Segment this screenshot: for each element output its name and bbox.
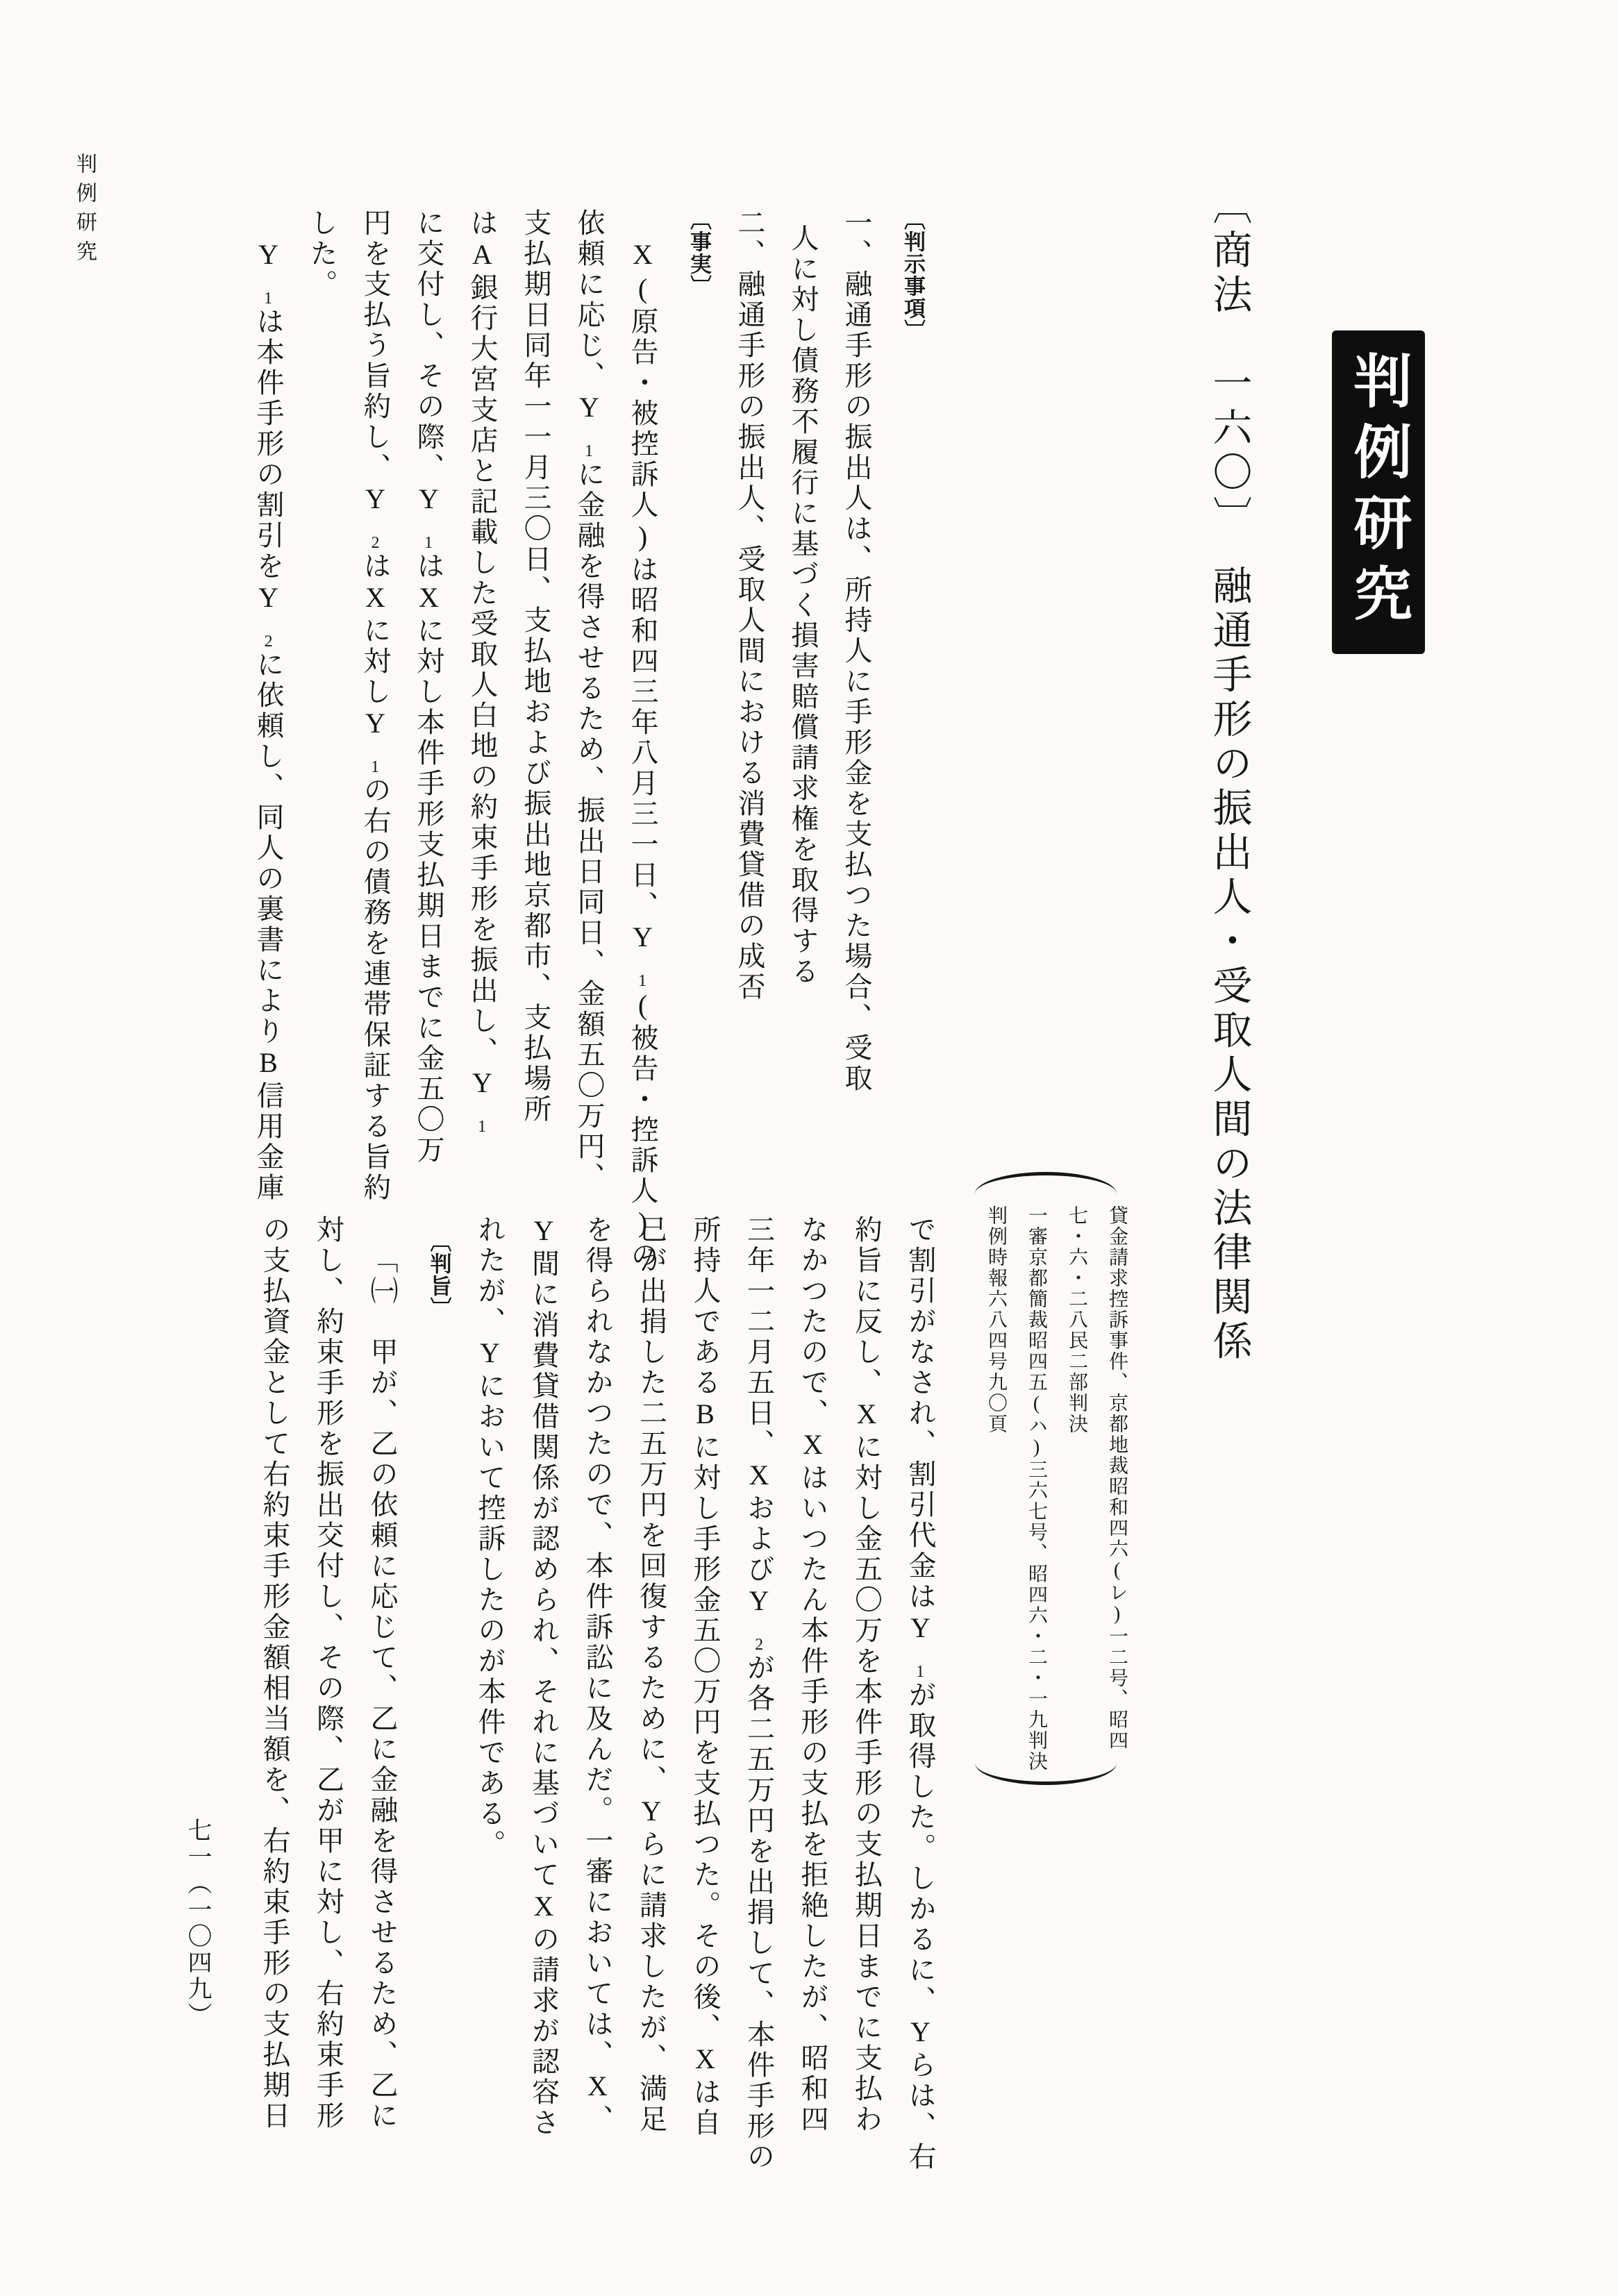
text-column: 一、融通手形の振出人は、所持人に手形金を支払つた場合、受取 <box>841 208 872 1094</box>
text-column: を得られなかつたので、本件訴訟に及んだ。一審においては、X、 <box>582 1215 613 2135</box>
text-column: 円を支払う旨約し、Y₂はXに対しY₁の右の債務を連帯保証する旨約 <box>360 208 391 1203</box>
text-column: 支払期日同年一一月三〇日、支払地および振出地京都市、支払場所 <box>520 208 551 1125</box>
text-column: 対し、約束手形を振出交付し、その際、乙が甲に対し、右約束手形 <box>312 1215 344 2131</box>
running-head: 判例研究 <box>73 153 96 269</box>
text-column: はA銀行大宮支店と記載した受取人白地の約束手形を振出し、Y₁ <box>467 208 498 1135</box>
case-citation <box>972 1172 1126 1786</box>
journal-section-banner-label: 判例研究 <box>1346 351 1411 634</box>
text-column: 〔判示事項〕 <box>901 208 925 342</box>
page-number: 七一（一〇四九） <box>185 1818 212 2029</box>
case-citation-column: 七・六・二八民二部判決 <box>1066 1205 1087 1434</box>
text-column: なかつたので、Xはいつたん本件手形の支払を拒絶したが、昭和四 <box>797 1215 828 2135</box>
text-column: 所持人であるBに対し手形金五〇万円を支払つた。その後、Xは自 <box>690 1215 721 2138</box>
text-column: 〔事実〕 <box>687 208 711 297</box>
text-column: 約旨に反し、Xに対し金五〇万を本件手形の支払期日までに支払わ <box>851 1215 883 2135</box>
case-title: 〔商法 一六〇〕 融通手形の振出人・受取人間の法律関係 <box>1207 185 1251 1365</box>
text-column: 依頼に応じ、Y₁に金融を得させるため、振出日同日、金額五〇万円、 <box>574 208 605 1193</box>
case-citation-column: 貸金請求控訴事件、京都地裁昭和四六(レ)一二号、昭四 <box>1106 1205 1128 1751</box>
case-citation-column: 一審京都簡裁昭四五(ハ)三六七号、昭四六・二・一九判決 <box>1026 1205 1047 1772</box>
text-column: Y₁は本件手形の割引をY₂に依頼し、同人の裏書によりB信用金庫 <box>253 239 284 1203</box>
text-column: Y間に消費貸借関係が認められ、それに基づいてXの請求が認容さ <box>528 1215 560 2138</box>
text-column: 己が出捐した二五万円を回復するために、Yらに請求したが、満足 <box>635 1215 667 2135</box>
text-column: 人に対し債務不履行に基づく損害賠償請求権を取得する <box>787 224 819 987</box>
text-column: した。 <box>306 208 337 300</box>
text-column: に交付し、その際、Y₁はXに対し本件手形支払期日までに金五〇万 <box>413 208 444 1166</box>
text-column: で割引がなされ、割引代金はY₁が取得した。しかるに、Yらは、右 <box>905 1215 936 2172</box>
text-column: の支払資金として右約束手形金額相当額を、右約束手形の支払期日 <box>259 1215 290 2131</box>
text-column: 三年一二月五日、XおよびY₂が各二五万円を出捐して、本件手形の <box>743 1215 775 2172</box>
citation-open-paren-decoration <box>975 1172 1117 1196</box>
text-column: 二、融通手形の振出人、受取人間における消費貸借の成否 <box>734 208 765 1003</box>
text-column: X(原告・被控訴人)は昭和四三年八月三一日、Y₁(被告・控訴人)の <box>627 239 658 1271</box>
text-column: れたが、Yにおいて控訴したのが本件である。 <box>474 1215 506 1860</box>
case-citation-column: 判例時報六八四号九〇頁 <box>985 1205 1007 1434</box>
text-band-upper <box>0 208 925 1271</box>
journal-section-banner <box>1332 330 1425 654</box>
text-band-lower <box>0 1215 934 2296</box>
text-column: 〔判旨〕 <box>426 1230 451 1319</box>
text-column: 「㈠ 甲が、乙の依頼に応じて、乙に金融を得させるため、乙に <box>367 1246 398 2131</box>
